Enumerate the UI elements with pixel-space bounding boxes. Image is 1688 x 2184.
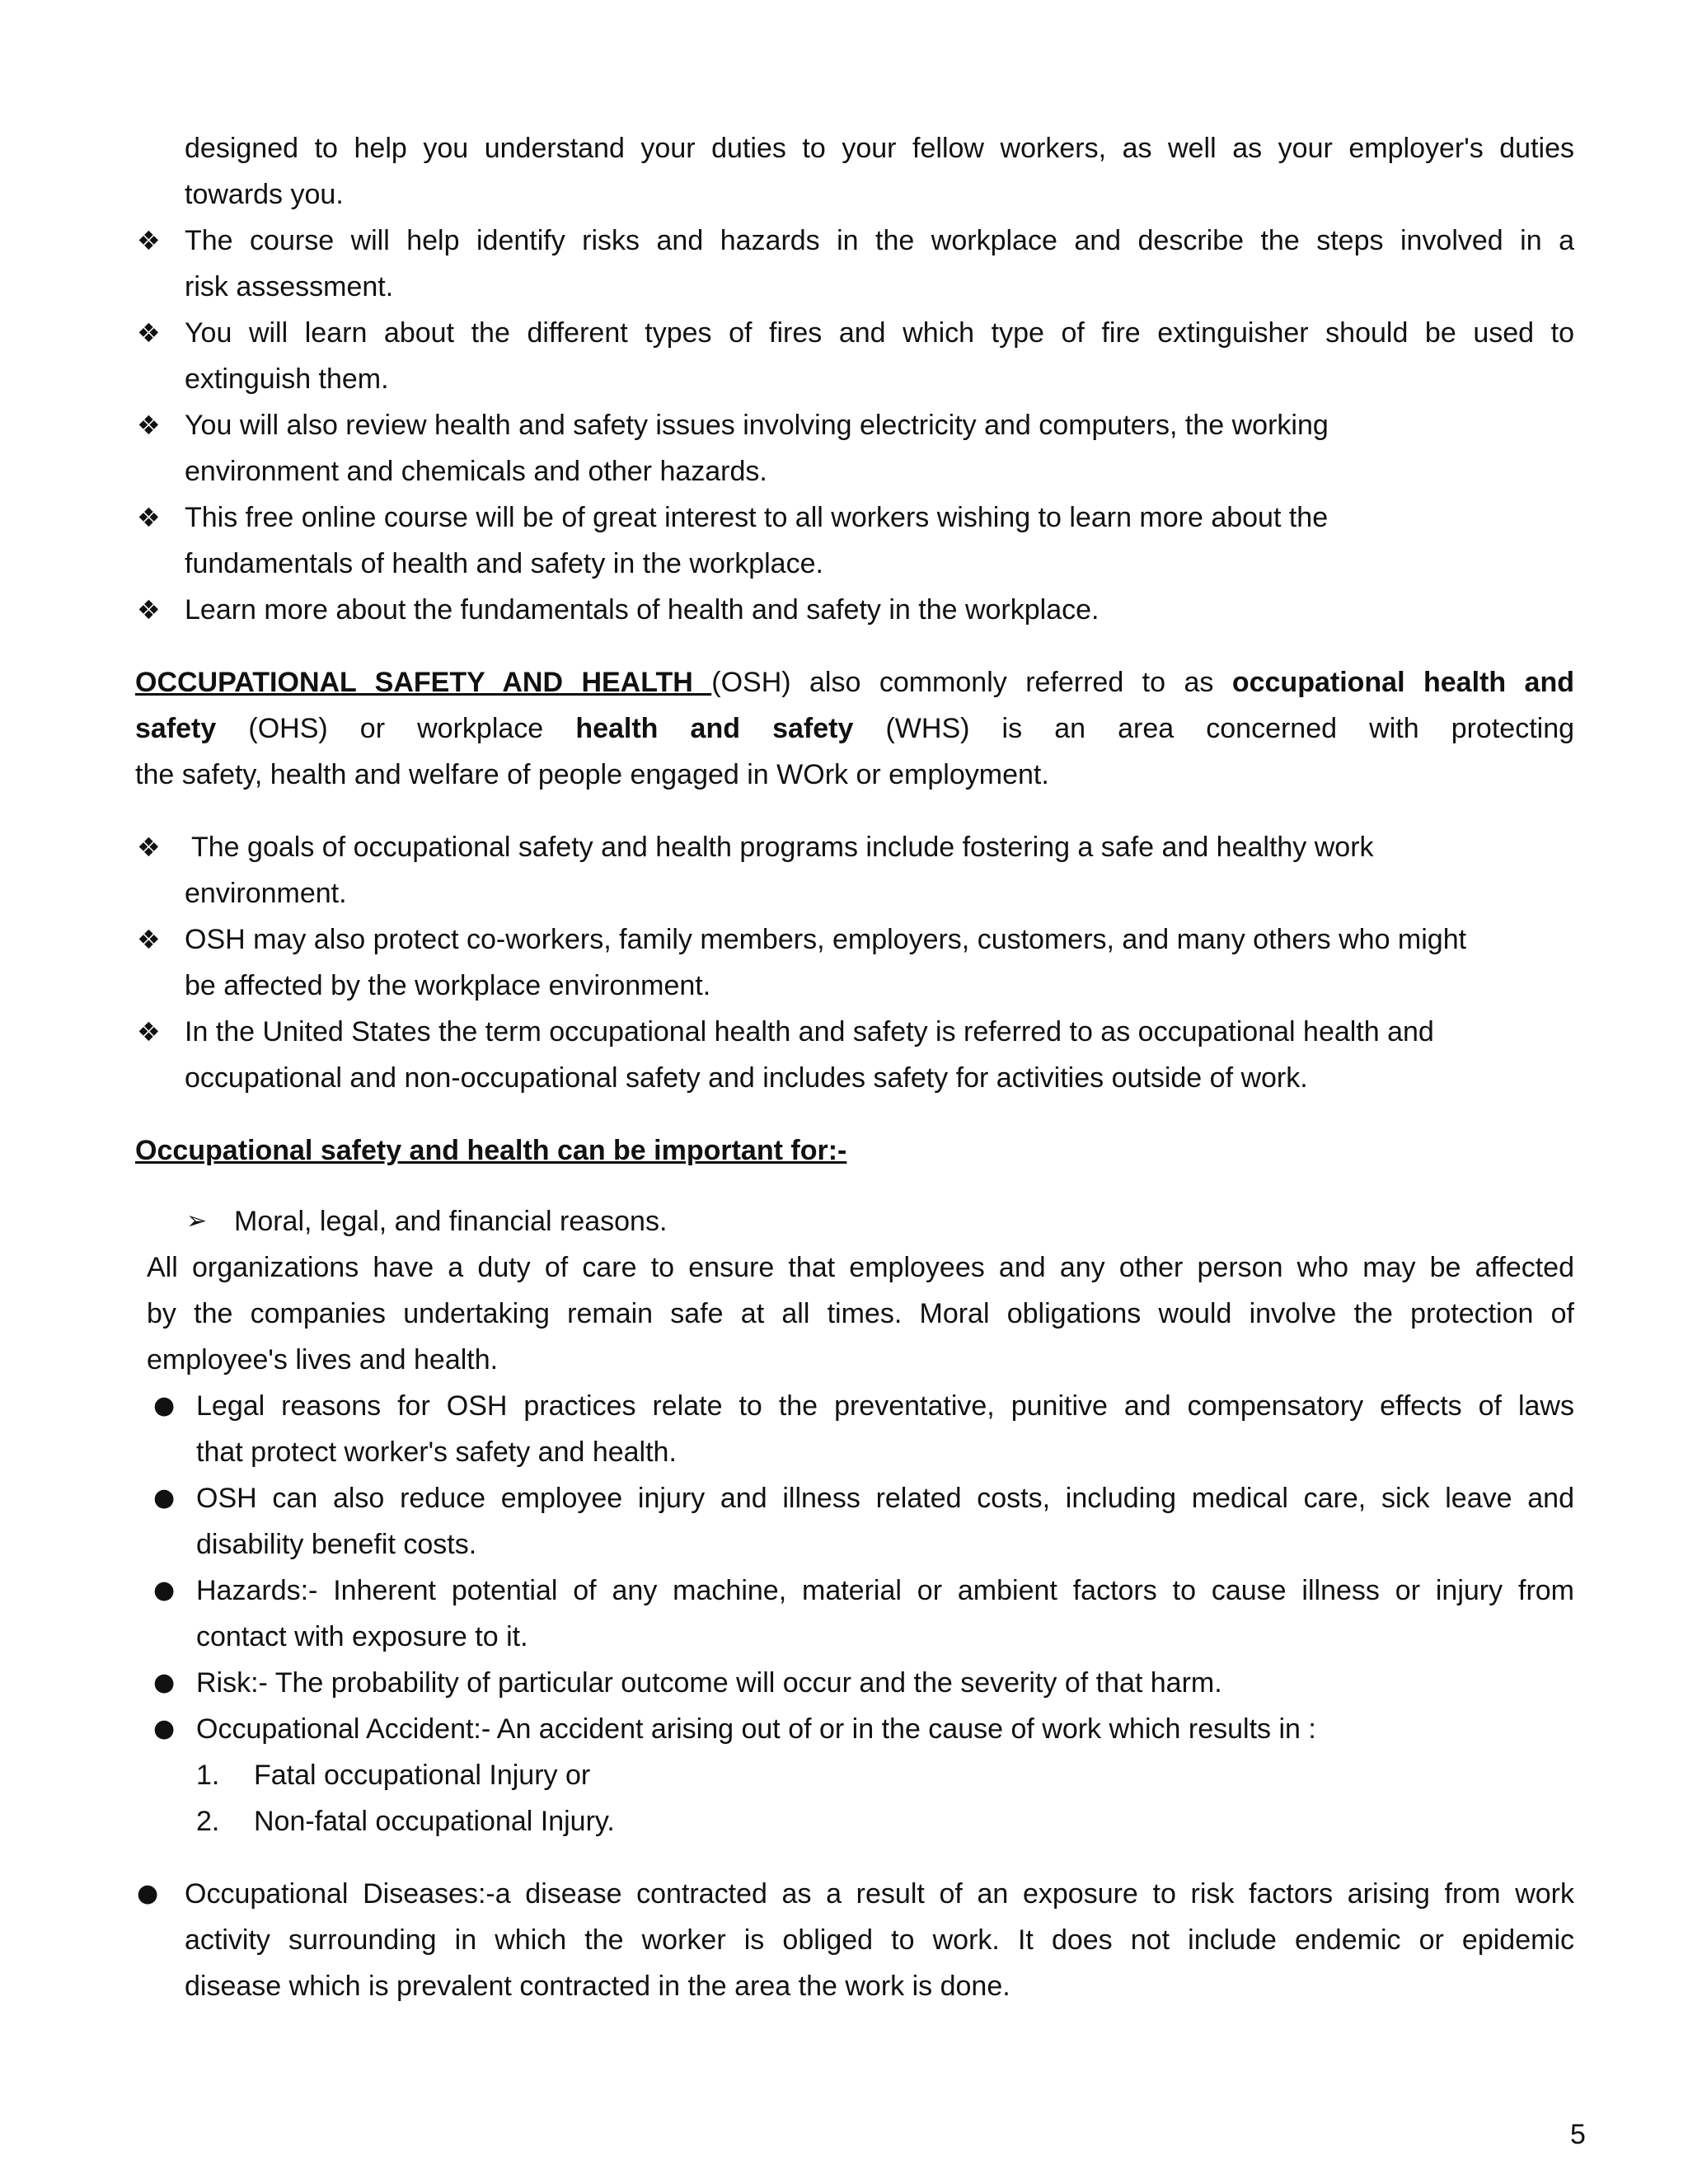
diseases-line-2: activity surrounding in which the worker is obliged to work. It does not include endemic or epidemic [185,1924,1574,1956]
osh-definition-line-3: the safety, health and welfare of people engaged in WOrk or employment. [135,759,1049,790]
osh-term-safety: safety [135,713,217,744]
dot-bullet-2-line-1: OSH can also reduce employee injury and illness related costs, including medical care, sick leave and [196,1483,1574,1514]
course-bullet-3-line-1: You will also review health and safety issues involving electricity and computers, the working [185,410,1329,441]
list-number: 1. [196,1760,220,1791]
dot-bullet-icon: ● [153,1668,176,1697]
diamond-bullet-icon: ❖ [137,410,161,441]
osh-definition-line-2 [135,712,1574,745]
page-number: 5 [1570,2119,1586,2150]
osh-definition-text: (WHS) is an area concerned with protecting [853,713,1575,744]
course-bullet-5-line-1: Learn more about the fundamentals of health and safety in the workplace. [185,594,1100,626]
importance-para-line-1: All organizations have a duty of care to ensure that employees and any other person who may be affected [147,1252,1574,1283]
dot-bullet-3-line-1: Hazards:- Inherent potential of any machine, material or ambient factors to cause illness or injury from [196,1575,1574,1606]
dot-bullet-1-line-2: that protect worker's safety and health. [196,1436,677,1468]
dot-bullet-icon: ● [153,1714,176,1743]
list-number: 2. [196,1806,220,1837]
course-bullet-3-line-2: environment and chemicals and other hazards. [185,456,767,487]
dot-bullet-5-line-1: Occupational Accident:- An accident arising out of or in the cause of work which results in : [196,1713,1316,1745]
osh-heading: OCCUPATIONAL SAFETY AND HEALTH [135,667,712,698]
dot-bullet-3-line-2: contact with exposure to it. [196,1621,528,1652]
osh-definition-line-1 [135,666,1574,699]
importance-para-line-2: by the companies undertaking remain safe at all times. Moral obligations would involve the protection of [147,1298,1574,1329]
dot-bullet-icon: ● [153,1576,176,1605]
course-bullet-2-line-2: extinguish them. [185,363,389,395]
intro-line-2: towards you. [185,179,344,210]
dot-bullet-2-line-2: disability benefit costs. [196,1529,477,1560]
diamond-bullet-icon: ❖ [137,225,161,256]
dot-bullet-icon: ● [153,1483,176,1512]
diamond-bullet-icon: ❖ [137,832,161,863]
course-bullet-2-line-1: You will learn about the different types of fires and which type of fire extinguisher should be used to [185,317,1574,349]
goal-bullet-3-line-1: In the United States the term occupational health and safety is referred to as occupational health and [185,1016,1434,1047]
diseases-line-3: disease which is prevalent contracted in the area the work is done. [185,1971,1010,2002]
course-bullet-1-line-2: risk assessment. [185,271,394,302]
diamond-bullet-icon: ❖ [137,594,161,626]
dot-bullet-icon: ● [153,1391,176,1420]
diamond-bullet-icon: ❖ [137,924,161,955]
accident-list-item-1: Fatal occupational Injury or [254,1760,591,1791]
goal-bullet-2-line-2: be affected by the workplace environment. [185,970,711,1001]
goal-bullet-1-line-1: The goals of occupational safety and health programs include fostering a safe and healthy work [191,832,1374,863]
intro-line-1: designed to help you understand your duties to your fellow workers, as well as your employer's duties [185,133,1574,164]
accident-list-item-2: Non-fatal occupational Injury. [254,1806,615,1837]
course-bullet-4-line-1: This free online course will be of great interest to all workers wishing to learn more about the [185,502,1329,533]
course-bullet-1-line-1: The course will help identify risks and hazards in the workplace and describe the steps involved in a [185,225,1574,256]
arrow-item: Moral, legal, and financial reasons. [234,1206,668,1237]
diamond-bullet-icon: ❖ [137,317,161,349]
dot-bullet-4-line-1: Risk:- The probability of particular outcome will occur and the severity of that harm. [196,1667,1222,1699]
goal-bullet-1-line-2: environment. [185,878,347,909]
diamond-bullet-icon: ❖ [137,1016,161,1047]
goal-bullet-2-line-1: OSH may also protect co-workers, family members, employers, customers, and many others who might [185,924,1467,955]
diamond-bullet-icon: ❖ [137,502,161,533]
diseases-line-1: Occupational Diseases:-a disease contracted as a result of an exposure to risk factors arising from work [185,1878,1574,1910]
goal-bullet-3-line-2: occupational and non-occupational safety and includes safety for activities outside of work. [185,1062,1308,1094]
importance-heading: Occupational safety and health can be important for:- [135,1135,847,1166]
osh-term-ohs: occupational health and [1231,667,1574,698]
osh-definition-text: (OHS) or workplace [216,713,576,744]
osh-definition-text: (OSH) also commonly referred to as [711,667,1232,698]
dot-bullet-icon: ● [137,1879,159,1908]
dot-bullet-1-line-1: Legal reasons for OSH practices relate to the preventative, punitive and compensatory effects of laws [196,1390,1574,1422]
osh-term-whs: health and safety [575,713,854,744]
course-bullet-4-line-2: fundamentals of health and safety in the workplace. [185,548,823,579]
importance-para-line-3: employee's lives and health. [147,1344,499,1376]
arrow-bullet-icon: ➢ [186,1207,208,1235]
